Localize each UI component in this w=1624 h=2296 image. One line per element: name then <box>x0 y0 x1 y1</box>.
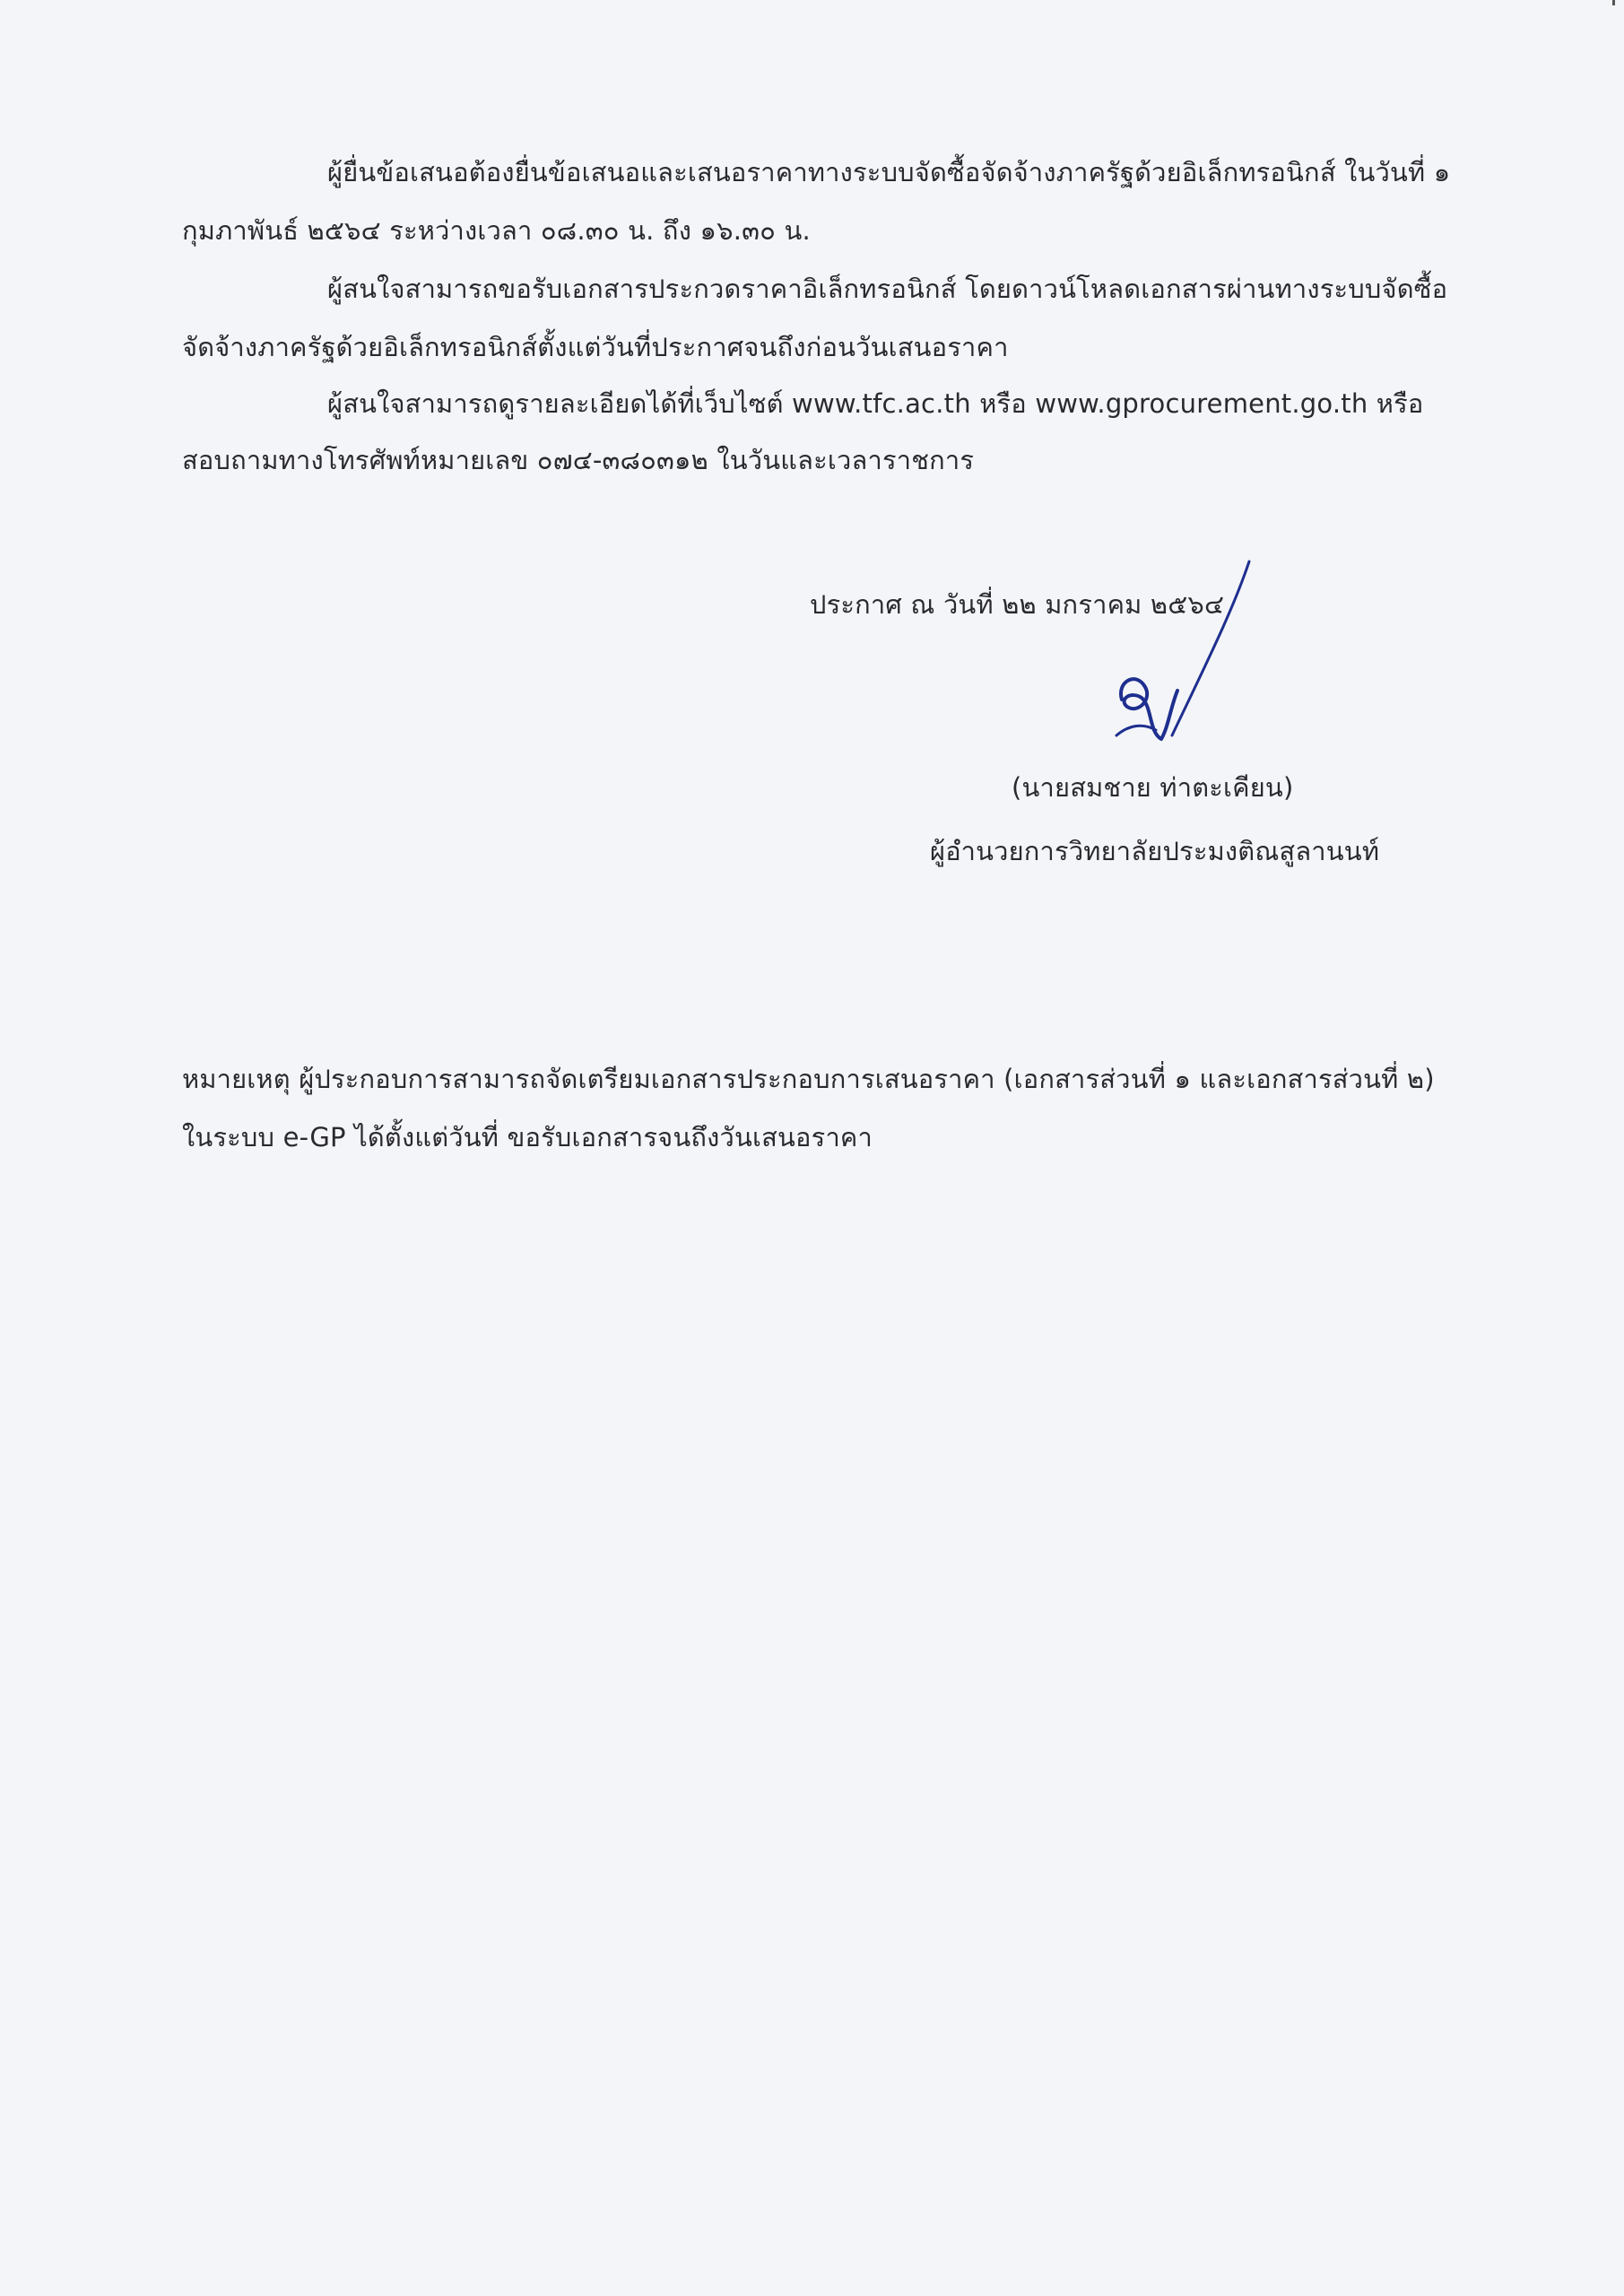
signatory-position: ผู้อำนวยการวิทยาลัยประมงติณสูลานนท์ <box>930 836 1380 866</box>
note-line-1: หมายเหตุ ผู้ประกอบการสามารถจัดเตรียมเอกสารประกอบการเสนอราคา (เอกสารส่วนที่ ๑ และเอกสารส่วนที่ ๒) <box>182 1064 1435 1094</box>
paragraph-contact-line-1: ผู้สนใจสามารถดูรายละเอียดได้ที่เว็บไซต์ www.tfc.ac.th หรือ www.gprocurement.go.th หรือ <box>327 388 1424 419</box>
paragraph-submission-line-2: กุมภาพันธ์ ๒๕๖๔ ระหว่างเวลา ๐๘.๓๐ น. ถึง ๑๖.๓๐ น. <box>182 215 811 246</box>
note-line-2: ในระบบ e-GP ได้ตั้งแต่วันที่ ขอรับเอกสารจนถึงวันเสนอราคา <box>182 1122 873 1152</box>
signature-icon <box>1099 556 1260 753</box>
paragraph-documents-line-2: จัดจ้างภาครัฐด้วยอิเล็กทรอนิกส์ตั้งแต่วันที่ประกาศจนถึงก่อนวันเสนอราคา <box>182 332 1009 362</box>
paragraph-documents-line-1: ผู้สนใจสามารถขอรับเอกสารประกวดราคาอิเล็กทรอนิกส์ โดยดาวน์โหลดเอกสารผ่านทางระบบจัดซื้อ <box>327 274 1448 304</box>
paragraph-submission-line-1: ผู้ยื่นข้อเสนอต้องยื่นข้อเสนอและเสนอราคาทางระบบจัดซื้อจัดจ้างภาครัฐด้วยอิเล็กทรอนิกส์ ในวันที่ ๑ <box>327 157 1451 187</box>
signatory-name: (นายสมชาย ท่าตะเคียน) <box>1012 772 1294 803</box>
scan-mark <box>1612 0 1615 5</box>
paragraph-contact-line-2: สอบถามทางโทรศัพท์หมายเลข ๐๗๔-๓๘๐๓๑๒ ในวันและเวลาราชการ <box>182 445 975 475</box>
announcement-date: ประกาศ ณ วันที่ ๒๒ มกราคม ๒๕๖๔ <box>810 589 1225 620</box>
